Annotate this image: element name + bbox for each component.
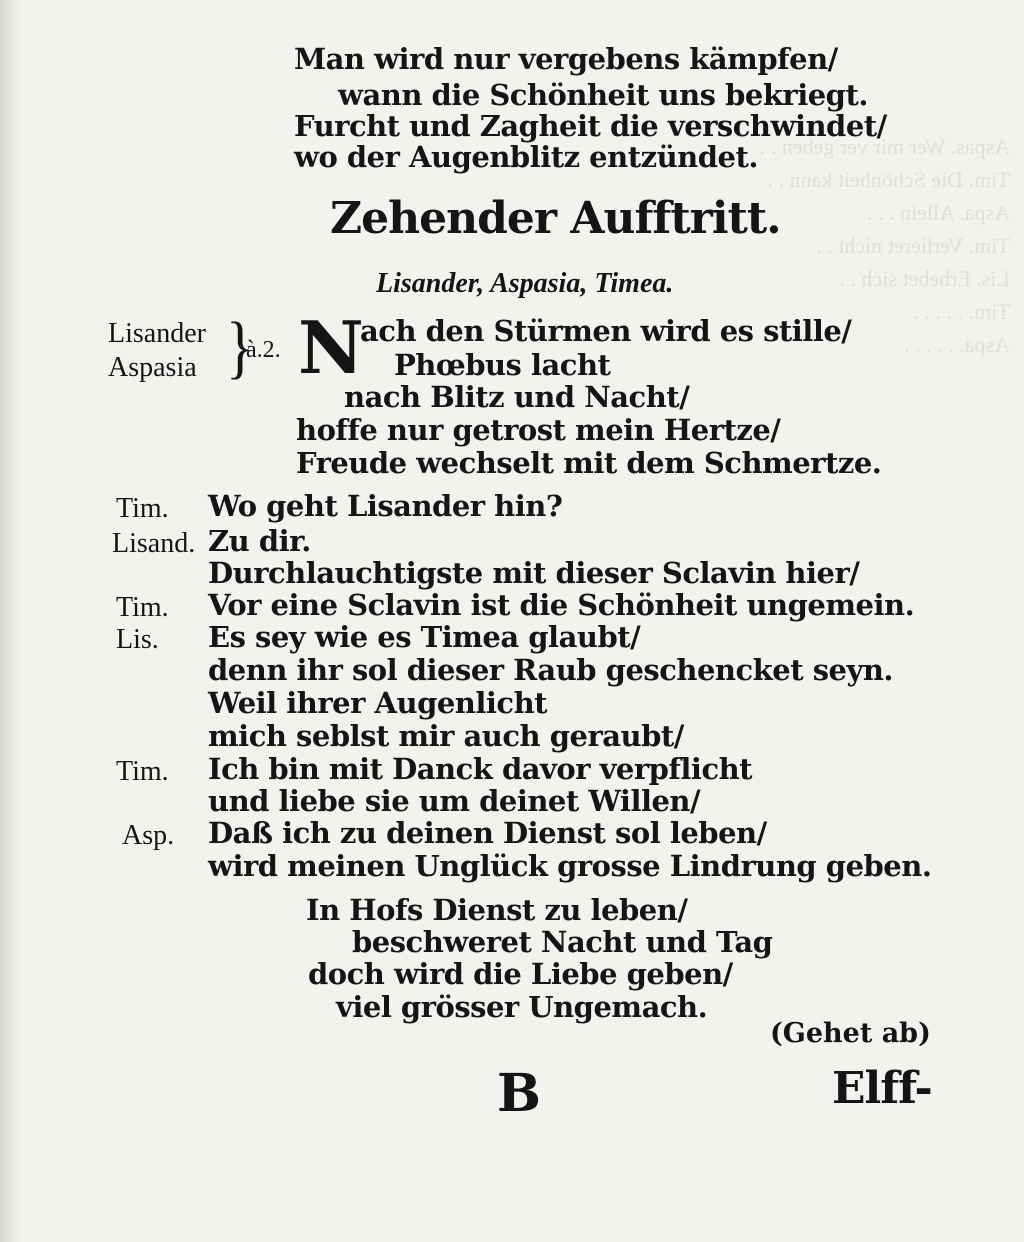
dialogue-line: Daß ich zu deinen Dienst sol leben/ [208, 816, 767, 850]
aria-line: In Hofs Dienst zu leben/ [306, 893, 688, 927]
speaker-label: Aspasia [108, 352, 197, 383]
page-edge-shadow [0, 0, 22, 1242]
dialogue-line: Wo geht Lisander hin? [208, 489, 563, 523]
brace-icon: } [226, 307, 254, 386]
duet-line: Phœbus lacht [394, 348, 611, 382]
cast-list: Lisander, Aspasia, Timea. [376, 268, 674, 299]
dialogue-line: Vor eine Sclavin ist die Schönheit ungemein. [208, 588, 915, 622]
speaker-label: Asp. [122, 820, 175, 851]
dialogue-line: mich seblst mir auch geraubt/ [208, 719, 684, 753]
aria-line: doch wird die Liebe geben/ [308, 957, 733, 991]
signature-mark: B [497, 1063, 541, 1124]
dialogue-line: denn ihr sol dieser Raub geschencket seyn. [208, 653, 893, 687]
stage-direction: (Gehet ab) [770, 1018, 931, 1049]
catchword: Elff- [832, 1063, 932, 1114]
verse-line: wann die Schönheit uns bekriegt. [338, 78, 868, 112]
dialogue-line: Ich bin mit Danck davor verpflicht [208, 752, 753, 786]
verse-line: Man wird nur vergebens kämpfen/ [294, 42, 838, 76]
speaker-label: Tim. [116, 756, 169, 787]
speaker-label: Lisander [108, 318, 206, 349]
verse-line: Furcht und Zagheit die verschwindet/ [294, 109, 887, 143]
dialogue-line: wird meinen Unglück grosse Lindrung geben. [208, 849, 932, 883]
show-through: Aspas. Wer mir ver geben . . Tim. Die Schönheit kann . . Aspa. Allein . . . Tim. Verlieret nicht . . Lis. Erhebet sich . . Tim. . . . . . Aspa. . . . . . [759, 134, 1010, 357]
duet-line: hoffe nur getrost mein Hertze/ [296, 413, 781, 447]
scene-title: Zehender Aufftritt. [330, 193, 781, 244]
speaker-label: Tim. [116, 493, 169, 524]
duet-line: Freude wechselt mit dem Schmertze. [296, 446, 882, 480]
dialogue-line: und liebe sie um deinet Willen/ [208, 784, 701, 818]
verse-line: wo der Augenblitz entzündet. [294, 140, 758, 174]
duet-marker: à.2. [246, 337, 281, 363]
speaker-label: Tim. [116, 592, 169, 623]
aria-line: viel grösser Ungemach. [336, 990, 708, 1024]
speaker-label: Lisand. [112, 528, 196, 559]
speaker-label: Lis. [116, 624, 159, 655]
dialogue-line: Durchlauchtigste mit dieser Sclavin hier/ [208, 556, 860, 590]
aria-line: beschweret Nacht und Tag [352, 925, 773, 959]
drop-capital: N [298, 305, 364, 390]
duet-line: ach den Stürmen wird es stille/ [360, 314, 852, 348]
duet-line: nach Blitz und Nacht/ [344, 380, 690, 414]
dialogue-line: Zu dir. [208, 524, 311, 558]
dialogue-line: Es sey wie es Timea glaubt/ [208, 620, 641, 654]
dialogue-line: Weil ihrer Augenlicht [208, 686, 548, 720]
